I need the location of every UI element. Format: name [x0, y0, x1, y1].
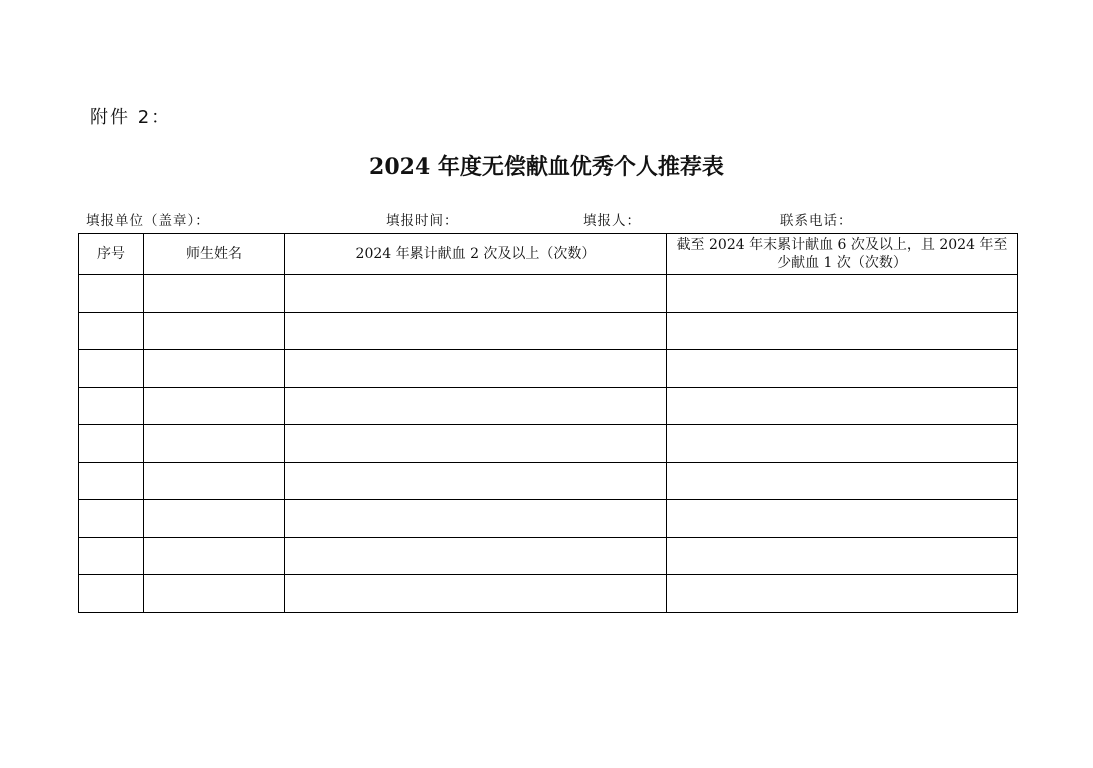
table-cell[interactable]: [79, 350, 144, 388]
table-cell[interactable]: [144, 312, 285, 350]
table-row: [79, 312, 1018, 350]
table-cell[interactable]: [285, 350, 667, 388]
table-row: [79, 462, 1018, 500]
table-cell[interactable]: [79, 312, 144, 350]
document-title: 2024 年度无偿献血优秀个人推荐表: [369, 154, 724, 180]
table-cell[interactable]: [79, 575, 144, 613]
table-cell[interactable]: [285, 537, 667, 575]
table-cell[interactable]: [667, 275, 1018, 313]
table-cell[interactable]: [144, 537, 285, 575]
table-cell[interactable]: [285, 462, 667, 500]
table-cell[interactable]: [79, 537, 144, 575]
table-header-row: [79, 234, 1018, 275]
table-cell[interactable]: [667, 425, 1018, 463]
filler-field-label: 填报人：: [583, 213, 641, 229]
table-cell[interactable]: [144, 425, 285, 463]
table-cell[interactable]: [144, 575, 285, 613]
table-cell[interactable]: [285, 575, 667, 613]
unit-field-label: 填报单位（盖章）：: [86, 213, 210, 229]
table-cell[interactable]: [79, 462, 144, 500]
table-row: [79, 537, 1018, 575]
table-cell[interactable]: [667, 350, 1018, 388]
header-name: 师生姓名: [144, 234, 285, 275]
table-cell[interactable]: [79, 387, 144, 425]
table-cell[interactable]: [144, 275, 285, 313]
table-cell[interactable]: [144, 462, 285, 500]
header-donations-2024: 2024 年累计献血 2 次及以上（次数）: [285, 234, 667, 275]
table-cell[interactable]: [285, 312, 667, 350]
table-cell[interactable]: [144, 387, 285, 425]
table-cell[interactable]: [285, 387, 667, 425]
table-row: [79, 350, 1018, 388]
time-field-label: 填报时间：: [386, 213, 459, 229]
table-row: [79, 500, 1018, 538]
table-row: [79, 575, 1018, 613]
table-cell[interactable]: [667, 537, 1018, 575]
table-cell[interactable]: [144, 500, 285, 538]
table-row: [79, 425, 1018, 463]
table-cell[interactable]: [79, 500, 144, 538]
header-cumulative-donations: 截至 2024 年末累计献血 6 次及以上，且 2024 年至少献血 1 次（次数）: [667, 234, 1018, 275]
phone-field-label: 联系电话：: [780, 213, 853, 229]
table-cell[interactable]: [285, 425, 667, 463]
table-row: [79, 275, 1018, 313]
table-cell[interactable]: [285, 500, 667, 538]
table-cell[interactable]: [79, 275, 144, 313]
table-row: [79, 387, 1018, 425]
table-cell[interactable]: [79, 425, 144, 463]
table-cell[interactable]: [667, 575, 1018, 613]
table-cell[interactable]: [667, 312, 1018, 350]
recommendation-table: [78, 233, 1018, 613]
table-cell[interactable]: [667, 500, 1018, 538]
table-cell[interactable]: [667, 387, 1018, 425]
table-cell[interactable]: [285, 275, 667, 313]
header-serial-number: 序号: [79, 234, 144, 275]
attachment-label: 附件 2：: [90, 107, 172, 128]
form-fields: [0, 209, 1093, 229]
table-cell[interactable]: [667, 462, 1018, 500]
table-cell[interactable]: [144, 350, 285, 388]
